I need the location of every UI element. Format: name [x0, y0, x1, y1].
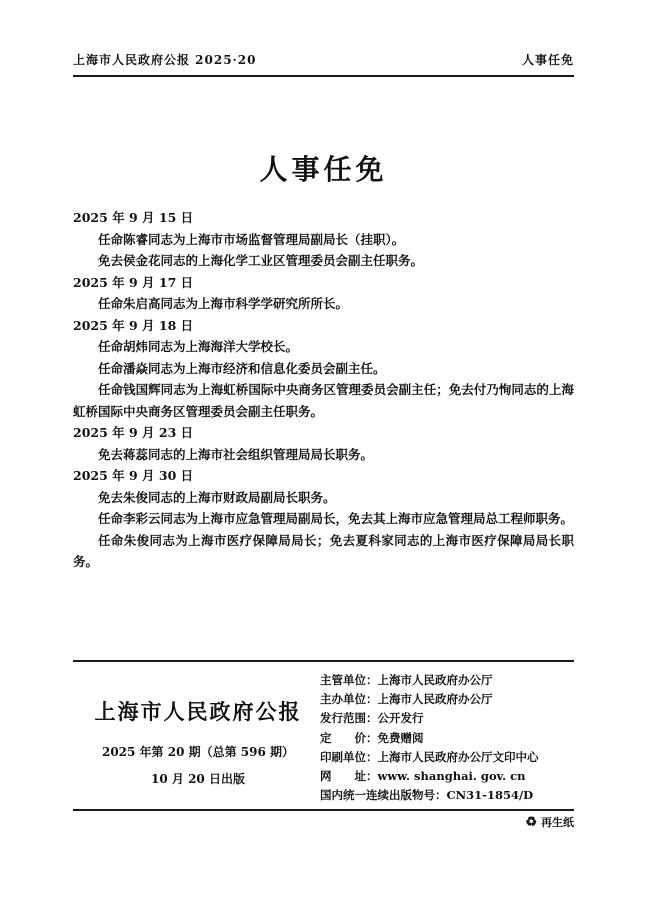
recycled-paper-note [525, 814, 574, 830]
date-heading: 2025 年 9 月 15 日 [73, 210, 194, 225]
date-heading: 2025 年 9 月 23 日 [73, 425, 194, 440]
gazette-issue-line: 2025 年第 20 期（总第 596 期） [101, 745, 295, 759]
running-header [73, 51, 574, 68]
colophon-price: 定 价：免费赠阅 [320, 730, 424, 745]
entry-line: 任命胡炜同志为上海海洋大学校长。 [98, 339, 299, 354]
entry-line: 任命李彩云同志为上海市应急管理局副局长，免去其上海市应急管理局总工程师职务。 [98, 511, 574, 526]
date-heading: 2025 年 9 月 30 日 [73, 468, 194, 483]
colophon-details [320, 671, 587, 805]
date-heading: 2025 年 9 月 17 日 [73, 274, 194, 290]
page-title: 人事任免 [259, 153, 388, 186]
date-heading: 2025 年 9 月 18 日 [73, 317, 194, 333]
header-section-label: 人事任免 [521, 53, 574, 67]
gazette-publish-date: 10 月 20 日出版 [151, 772, 245, 786]
gazette-title: 上海市人民政府公报 [94, 699, 302, 724]
entry-line: 任命陈睿同志为上海市市场监督管理局副局长（挂职）。 [98, 231, 405, 247]
entry-line: 免去蒋蕊同志的上海市社会组织管理局局长职务。 [98, 446, 374, 462]
colophon-website: 网 址：www. shanghai. gov. cn [320, 769, 526, 784]
entry-line: 任命朱启高同志为上海市科学学研究所所长。 [98, 296, 349, 311]
entry-line: 免去侯金花同志的上海化学工业区管理委员会副主任职务。 [98, 253, 424, 268]
colophon-issn: 国内统一连续出版物号：CN31-1854/D [320, 788, 534, 803]
recycle-label: 再生纸 [541, 816, 574, 829]
colophon-distribution: 发行范围：公开发行 [320, 711, 424, 726]
bottom-divider [73, 809, 574, 811]
colophon-printer: 印刷单位：上海市人民政府办公厅文印中心 [320, 749, 539, 764]
colophon-masthead [73, 672, 323, 787]
recycle-icon: ♻ [525, 814, 537, 830]
colophon-supervisor: 主管单位：上海市人民政府办公厅 [320, 673, 493, 687]
colophon-divider [73, 660, 574, 662]
header-gazette-issue: 上海市人民政府公报 2025·20 [73, 53, 257, 67]
colophon-organizer: 主办单位：上海市人民政府办公厅 [320, 692, 493, 707]
entry-line: 免去朱俊同志的上海市财政局副局长职务。 [98, 489, 336, 505]
entry-line: 任命潘焱同志为上海市经济和信息化委员会副主任。 [98, 360, 386, 376]
entry-line: 任命钱国辉同志为上海虹桥国际中央商务区管理委员会副主任；免去付乃恂同志的上海虹桥国际中央商务区管理委员会副主任职务。 [73, 382, 574, 419]
appointments-body [73, 207, 574, 573]
entry-line: 任命朱俊同志为上海市医疗保障局局长；免去夏科家同志的上海市医疗保障局局长职务。 [73, 532, 574, 569]
header-divider [73, 75, 574, 77]
